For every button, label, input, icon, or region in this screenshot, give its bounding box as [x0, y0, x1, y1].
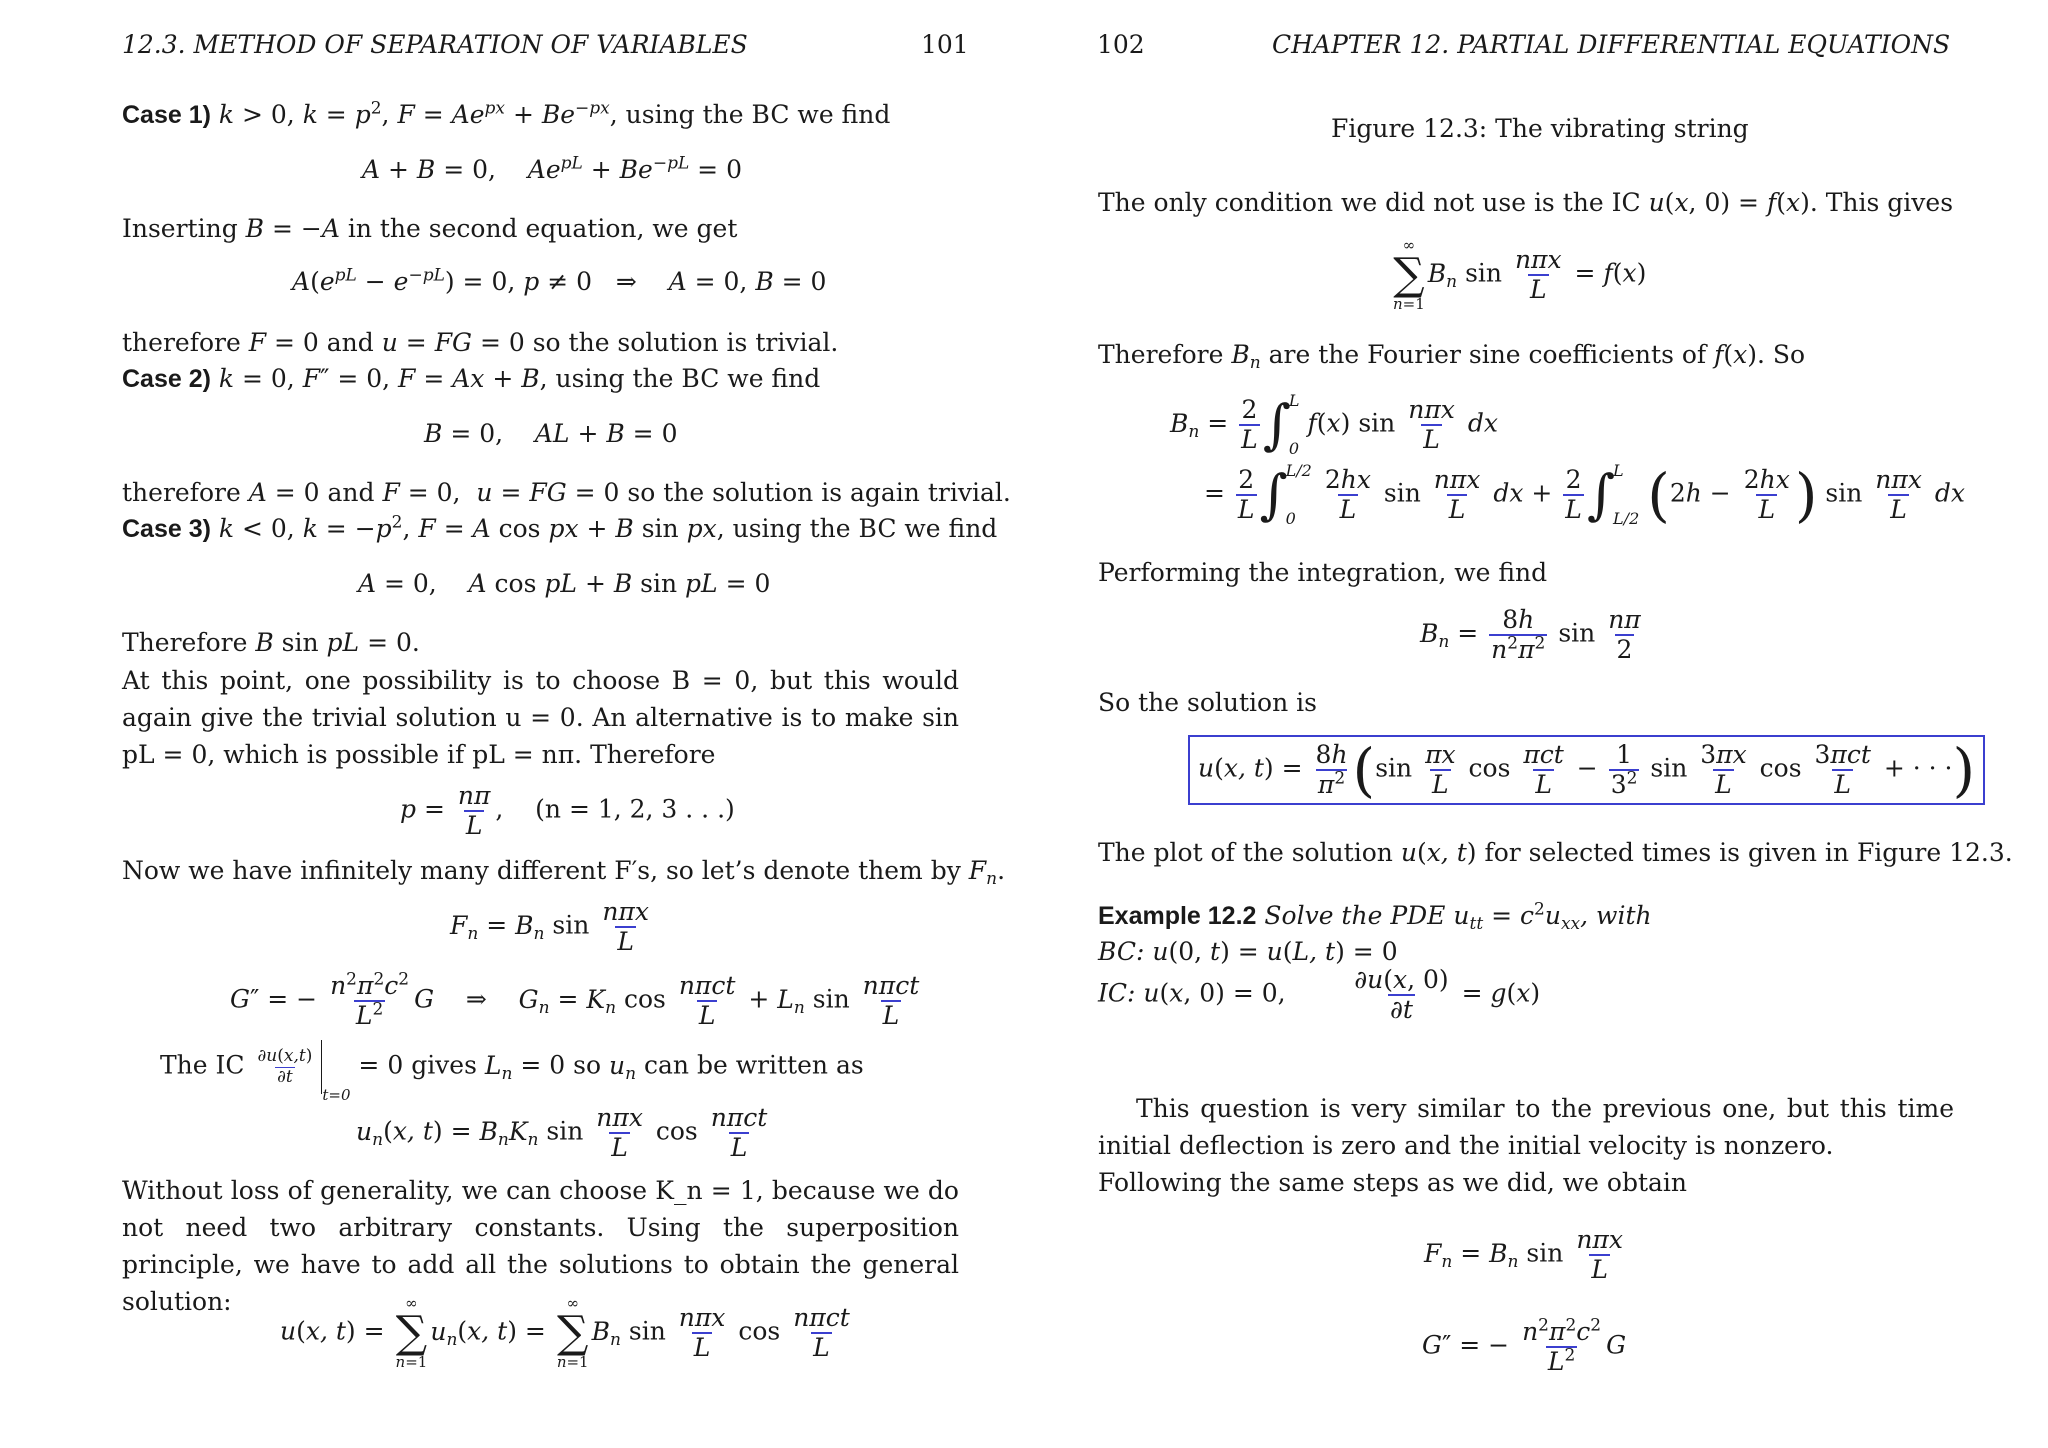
paragraph-possibility: At this point, one possibility is to choose B = 0, but this would again give the trivial solution u = 0. An alternative is to make sin pL = 0, which is possible if pL = nπ. Therefore	[122, 666, 959, 769]
therefore-bn-line: Therefore $B_n$ are the Fourier sine coefficients of f(x). So	[1098, 340, 1806, 374]
equation-case2-bc: B = 0, AL + B = 0	[424, 419, 678, 448]
equation-un: $u_n(x$, $t) = B_nK_n$ sin $\frac{\text{nπx}}{L}$ cos $\frac{\text{nπct}}{L}$	[356, 1103, 768, 1162]
so-solution-line: So the solution is	[1098, 688, 1317, 717]
paragraph-generality: Without loss of generality, we can choose K_n = 1, because we do not need two arbitrary constants. Using the superposition principle, we have to add all the solutions to obtain the general solution:	[122, 1176, 959, 1316]
equation-G: G″ = − $\frac{n^2\pi^2c^2}{L^2}$ G ⇒ $G_n = K_n$ cos $\frac{\text{nπct}}{L}$ + $L_n$ sin $\frac{\text{nπct}}{L}$	[230, 969, 920, 1030]
equation-general-solution: u(x, t) = ∞ ∑ n=1 $u_n(x$, t) = ∞ ∑ n=1 $B_n$ sin $\frac{\text{nπx}}{L}$ cos $\frac{\text{nπct}}{L}$	[280, 1294, 850, 1371]
equation-G-2: G″ = − $\frac{n^2\pi^2c^2}{L^2}$ G	[1422, 1315, 1627, 1376]
performing-line: Performing the integration, we find	[1098, 558, 1548, 587]
running-header-left: 12.3. METHOD OF SEPARATION OF VARIABLES	[122, 30, 748, 59]
case2-label: Case 2)	[122, 365, 211, 393]
inserting-line: Inserting B = −A in the second equation, we get	[122, 214, 738, 243]
equation-Fn-2: $F_n = B_n$ sin $\frac{\text{nπx}}{L}$	[1424, 1225, 1623, 1284]
equation-bn-integral-1: $B_n$ = $\frac{2}{L}$ ∫ L 0 f(x) sin $\frac{\text{nπx}}{L}$ dx	[1170, 391, 1498, 459]
plot-line: The plot of the solution u(x, t) for selected times is given in Figure 12.3.	[1098, 838, 2013, 867]
only-condition-line: The only condition we did not use is the IC u(x, 0) = f(x). This gives	[1098, 188, 1954, 217]
equation-bn-integral-2: = $\frac{2}{L}$ ∫ L/2 0 $\frac{2hx}{L}$ sin $\frac{\text{nπx}}{L}$ dx + $\frac{2}{L}$ ∫ L L/2 (2h − $\frac{2hx}{L}$ ) sin $\frac{\text{nπx}}{L}$ dx	[1204, 461, 1965, 529]
paragraph-similar: This question is very similar to the previous one, but this time initial deflection is zero and the initial velocity is nonzero.	[1098, 1094, 1954, 1160]
ic-line: The IC $\frac{\partial u(x,t)}{\partial t}$ t=0 = 0 gives $L_n = 0$ so $u_n$ can be written as	[160, 1040, 864, 1104]
case1-label: Case 1)	[122, 101, 211, 129]
equation-fourier-sum: ∞ ∑ n=1 $B_n$ sin $\frac{\text{nπx}}{L}$ = f(x)	[1393, 236, 1647, 313]
case1-line: Case 1) k > 0, $k = p^2$, $F = Ae^{px} + Be^{-px}$, using the BC we find	[122, 98, 891, 129]
equation-bn-result: $B_n$ = $\frac{8h}{n^2\pi^2}$ sin $\frac{n\pi}{2}$	[1420, 605, 1641, 664]
case3-label: Case 3)	[122, 515, 211, 543]
equation-case3-bc: A = 0, A cos pL + B sin pL = 0	[358, 569, 771, 598]
page-number-right: 102	[1097, 30, 1145, 59]
equation-case1-result: $A(e^{pL} - e^{-pL}) = 0$, p ≠ 0 ⇒ A = 0, B = 0	[292, 265, 827, 296]
case3-line: Case 3) k < 0, $k = -p^2$, F = A cos px + B sin px, using the BC we find	[122, 512, 998, 543]
ic-example-line: IC: u(x, 0) = 0, $\frac{\partial u(x, 0)}{\partial t}$ = g(x)	[1098, 965, 1541, 1024]
trivial-line-1: therefore F = 0 and u = FG = 0 so the solution is trivial.	[122, 328, 839, 357]
running-header-right: CHAPTER 12. PARTIAL DIFFERENTIAL EQUATIONS	[1272, 30, 1951, 59]
figure-caption: Figure 12.3: The vibrating string	[1331, 114, 1749, 143]
equation-case1-bc: A + B = 0, $Ae^{pL} + Be^{-pL} = 0$	[362, 153, 742, 184]
boxed-solution: u(x, t) = $\frac{8h}{\pi^2}$ (sin $\frac{\pi x}{L}$ cos $\frac{\text{πct}}{L}$ − $\frac{1}{3^2}$ sin $\frac{3\pi x}{L}$ cos $\frac{\text{3πct}}{L}$ + · · ·)	[1188, 735, 1985, 805]
equation-Fn: $F_n = B_n$ sin $\frac{\text{nπx}}{L}$	[450, 897, 649, 956]
example-label: Example 12.2	[1098, 902, 1257, 930]
bc-line: BC: u(0, t) = u(L, t) = 0	[1098, 937, 1398, 966]
therefore-sin-line: Therefore B sin pL = 0.	[122, 628, 420, 657]
page-number-left: 101	[921, 30, 969, 59]
infinitely-many-line: Now we have infinitely many different F′s, so let’s denote them by $F_n$.	[122, 856, 1006, 890]
example-line: Example 12.2 Solve the PDE $u_{tt} = c^2u_{xx}$, with	[1098, 899, 1652, 935]
trivial-line-2: therefore A = 0 and F = 0, u = FG = 0 so the solution is again trivial.	[122, 478, 1011, 507]
following-line: Following the same steps as we did, we obtain	[1098, 1168, 1688, 1197]
equation-p: p = $\frac{n\pi}{L}$ , (n = 1, 2, 3 . . .)	[400, 781, 735, 840]
case2-line: Case 2) k = 0, F″ = 0, F = Ax + B, using the BC we find	[122, 364, 821, 393]
right-page	[1024, 0, 2048, 1448]
